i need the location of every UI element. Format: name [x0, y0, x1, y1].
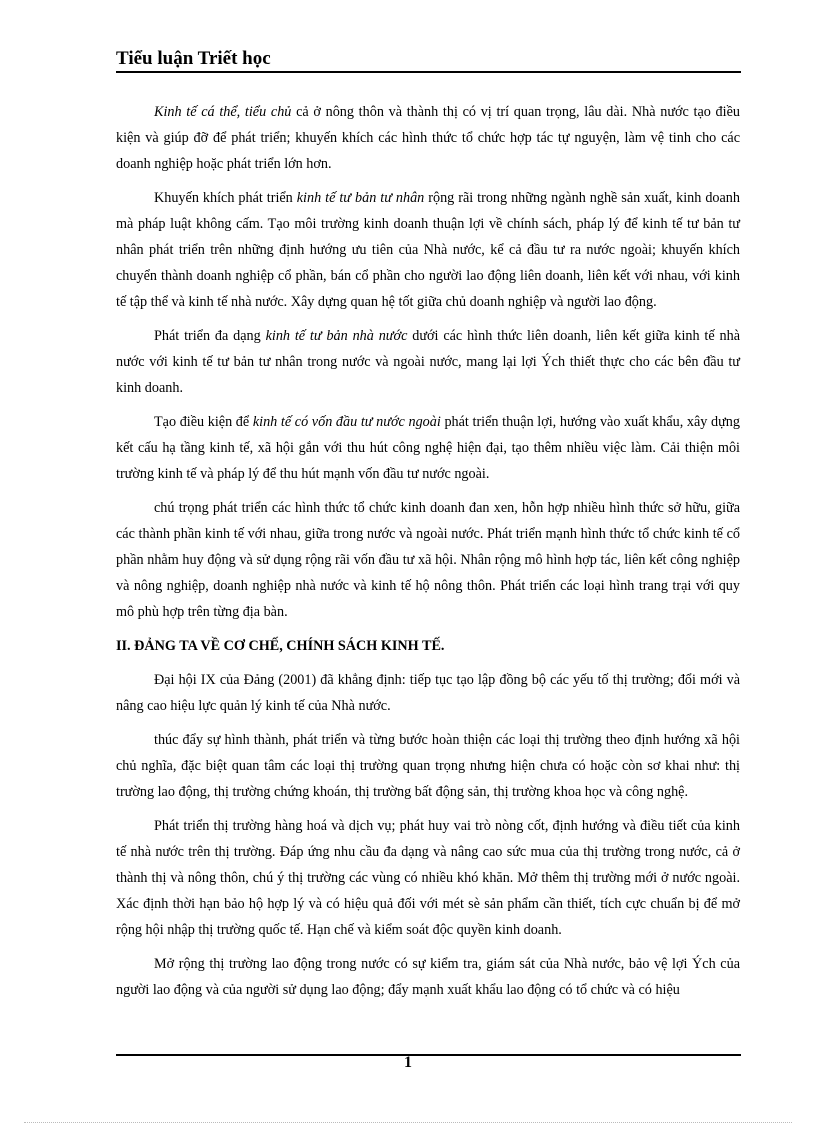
paragraph-text: cả ở nông thôn và thành thị có vị trí quan trọng, lâu dài. Nhà nước tạo điều kiện và giúp đỡ để phát triển; khuyến khích các hình thức tổ chức hợp tác tự nguyện, làm vệ tinh cho các doanh nghiệp hoặc phát triển lớn hơn.	[116, 104, 740, 172]
paragraph-italic-lead: Kinh tế cá thể, tiểu chủ	[154, 104, 292, 120]
paragraph-text-before: Khuyến khích phát triển	[154, 190, 297, 206]
page-number: 1	[404, 1054, 412, 1071]
paragraph-italic-term: kinh tế tư bản nhà nước	[265, 328, 408, 344]
paragraph-state-capitalism	[116, 323, 740, 401]
document-body	[116, 99, 740, 1011]
paragraph-mixed-ownership	[116, 495, 740, 625]
paragraph-text-after: rộng rãi trong những ngành nghề sản xuất, kinh doanh mà pháp luật không cấm. Tạo môi trường kinh doanh thuận lợi về chính sách, pháp lý để kinh tế tư bản tư nhân phát triển trên những định hướng ưu tiên của Nhà nước, kể cả đầu tư ra nước ngoài; khuyến khích chuyển thành doanh nghiệp cổ phần, bán cổ phần cho người lao động liên doanh, liên kết với nhau, với kinh tế tập thể và kinh tế nhà nước. Xây dựng quan hệ tốt giữa chủ doanh nghiệp và người lao động.	[116, 190, 740, 310]
paragraph-labor-market: Mở rộng thị trường lao động trong nước có sự kiểm tra, giám sát của Nhà nước, bảo vệ lợi Ých của người lao động và của người sử dụng lao động; đẩy mạnh xuất khẩu lao động có tổ chức và có hiệu	[116, 956, 740, 998]
paragraph-italic-term: kinh tế có vốn đầu tư nước ngoài	[252, 414, 441, 430]
paragraph-text-before: Tạo điều kiện để	[154, 414, 253, 430]
paragraph-individual-economy	[116, 99, 740, 177]
paragraph-text: chú trọng phát triển các hình thức tổ chức kinh doanh đan xen, hỗn hợp nhiều hình thức sở hữu, giữa các thành phần kinh tế với nhau, giữa trong nước và ngoài nước. Phát triển mạnh hình thức tổ chức kinh tế cổ phần nhằm huy động và sử dụng rộng rãi vốn đầu tư xã hội. Nhân rộng mô hình hợp tác, liên kết công nghiệp và nông nghiệp, doanh nghiệp nhà nước và kinh tế hộ nông thôn. Phát triển các loại hình trang trại với quy mô phù hợp trên từng địa bàn.	[116, 500, 740, 620]
paragraph-foreign-investment	[116, 409, 740, 487]
paragraph-goods-services-market: Phát triển thị trường hàng hoá và dịch vụ; phát huy vai trò nòng cốt, định hướng và điều tiết của kinh tế nhà nước trên thị trường. Đáp ứng nhu cầu đa dạng và nâng cao sức mua của thị trường trong nước, cả ở thành thị và nông thôn, chú ý thị trường các vùng có nhiều khó khăn. Mở thêm thị trường mới ở nước ngoài. Xác định thời hạn bảo hộ hợp lý và có hiệu quả đối với mét sè sản phẩm cần thiết, tích cực chuẩn bị để mở rộng hội nhập thị trường quốc tế. Hạn chế và kiểm soát độc quyền kinh doanh.	[116, 818, 740, 938]
section-heading: II. ĐẢNG TA VỀ CƠ CHẾ, CHÍNH SÁCH KINH TẾ.	[116, 638, 445, 654]
paragraph-text-after: dưới các hình thức liên doanh, liên kết giữa kinh tế nhà nước với kinh tế tư bản tư nhân trong nước và ngoài nước, mang lại lợi Ých thiết thực cho các bên đầu tư kinh doanh.	[116, 328, 740, 396]
paragraph-italic-term: kinh tế tư bản tư nhân	[296, 190, 425, 206]
document-header-title: Tiểu luận Triết học	[116, 48, 271, 69]
paragraph-text-before: Phát triển đa dạng	[154, 328, 266, 344]
paragraph-congress-ix: Đại hội IX của Đảng (2001) đã khẳng định: tiếp tục tạo lập đồng bộ các yếu tố thị trường; đổi mới và nâng cao hiệu lực quản lý kinh tế của Nhà nước.	[116, 672, 740, 714]
paragraph-text-after: phát triển thuận lợi, hướng vào xuất khẩu, xây dựng kết cấu hạ tầng kinh tế, xã hội gắn với thu hút công nghệ hiện đại, tạo thêm nhiều việc làm. Cải thiện môi trường kinh tế và pháp lý để thu hút mạnh vốn đầu tư nước ngoài.	[116, 414, 740, 482]
paragraph-market-formation: thúc đẩy sự hình thành, phát triển và từng bước hoàn thiện các loại thị trường theo định hướng xã hội chủ nghĩa, đặc biệt quan tâm các loại thị trường quan trọng nhưng hiện chưa có hoặc còn sơ khai như: thị trường lao động, thị trường chứng khoán, thị trường bất động sản, thị trường khoa học và công nghệ.	[116, 732, 740, 800]
paragraph-private-capitalism	[116, 185, 740, 315]
header-rule	[116, 71, 741, 73]
